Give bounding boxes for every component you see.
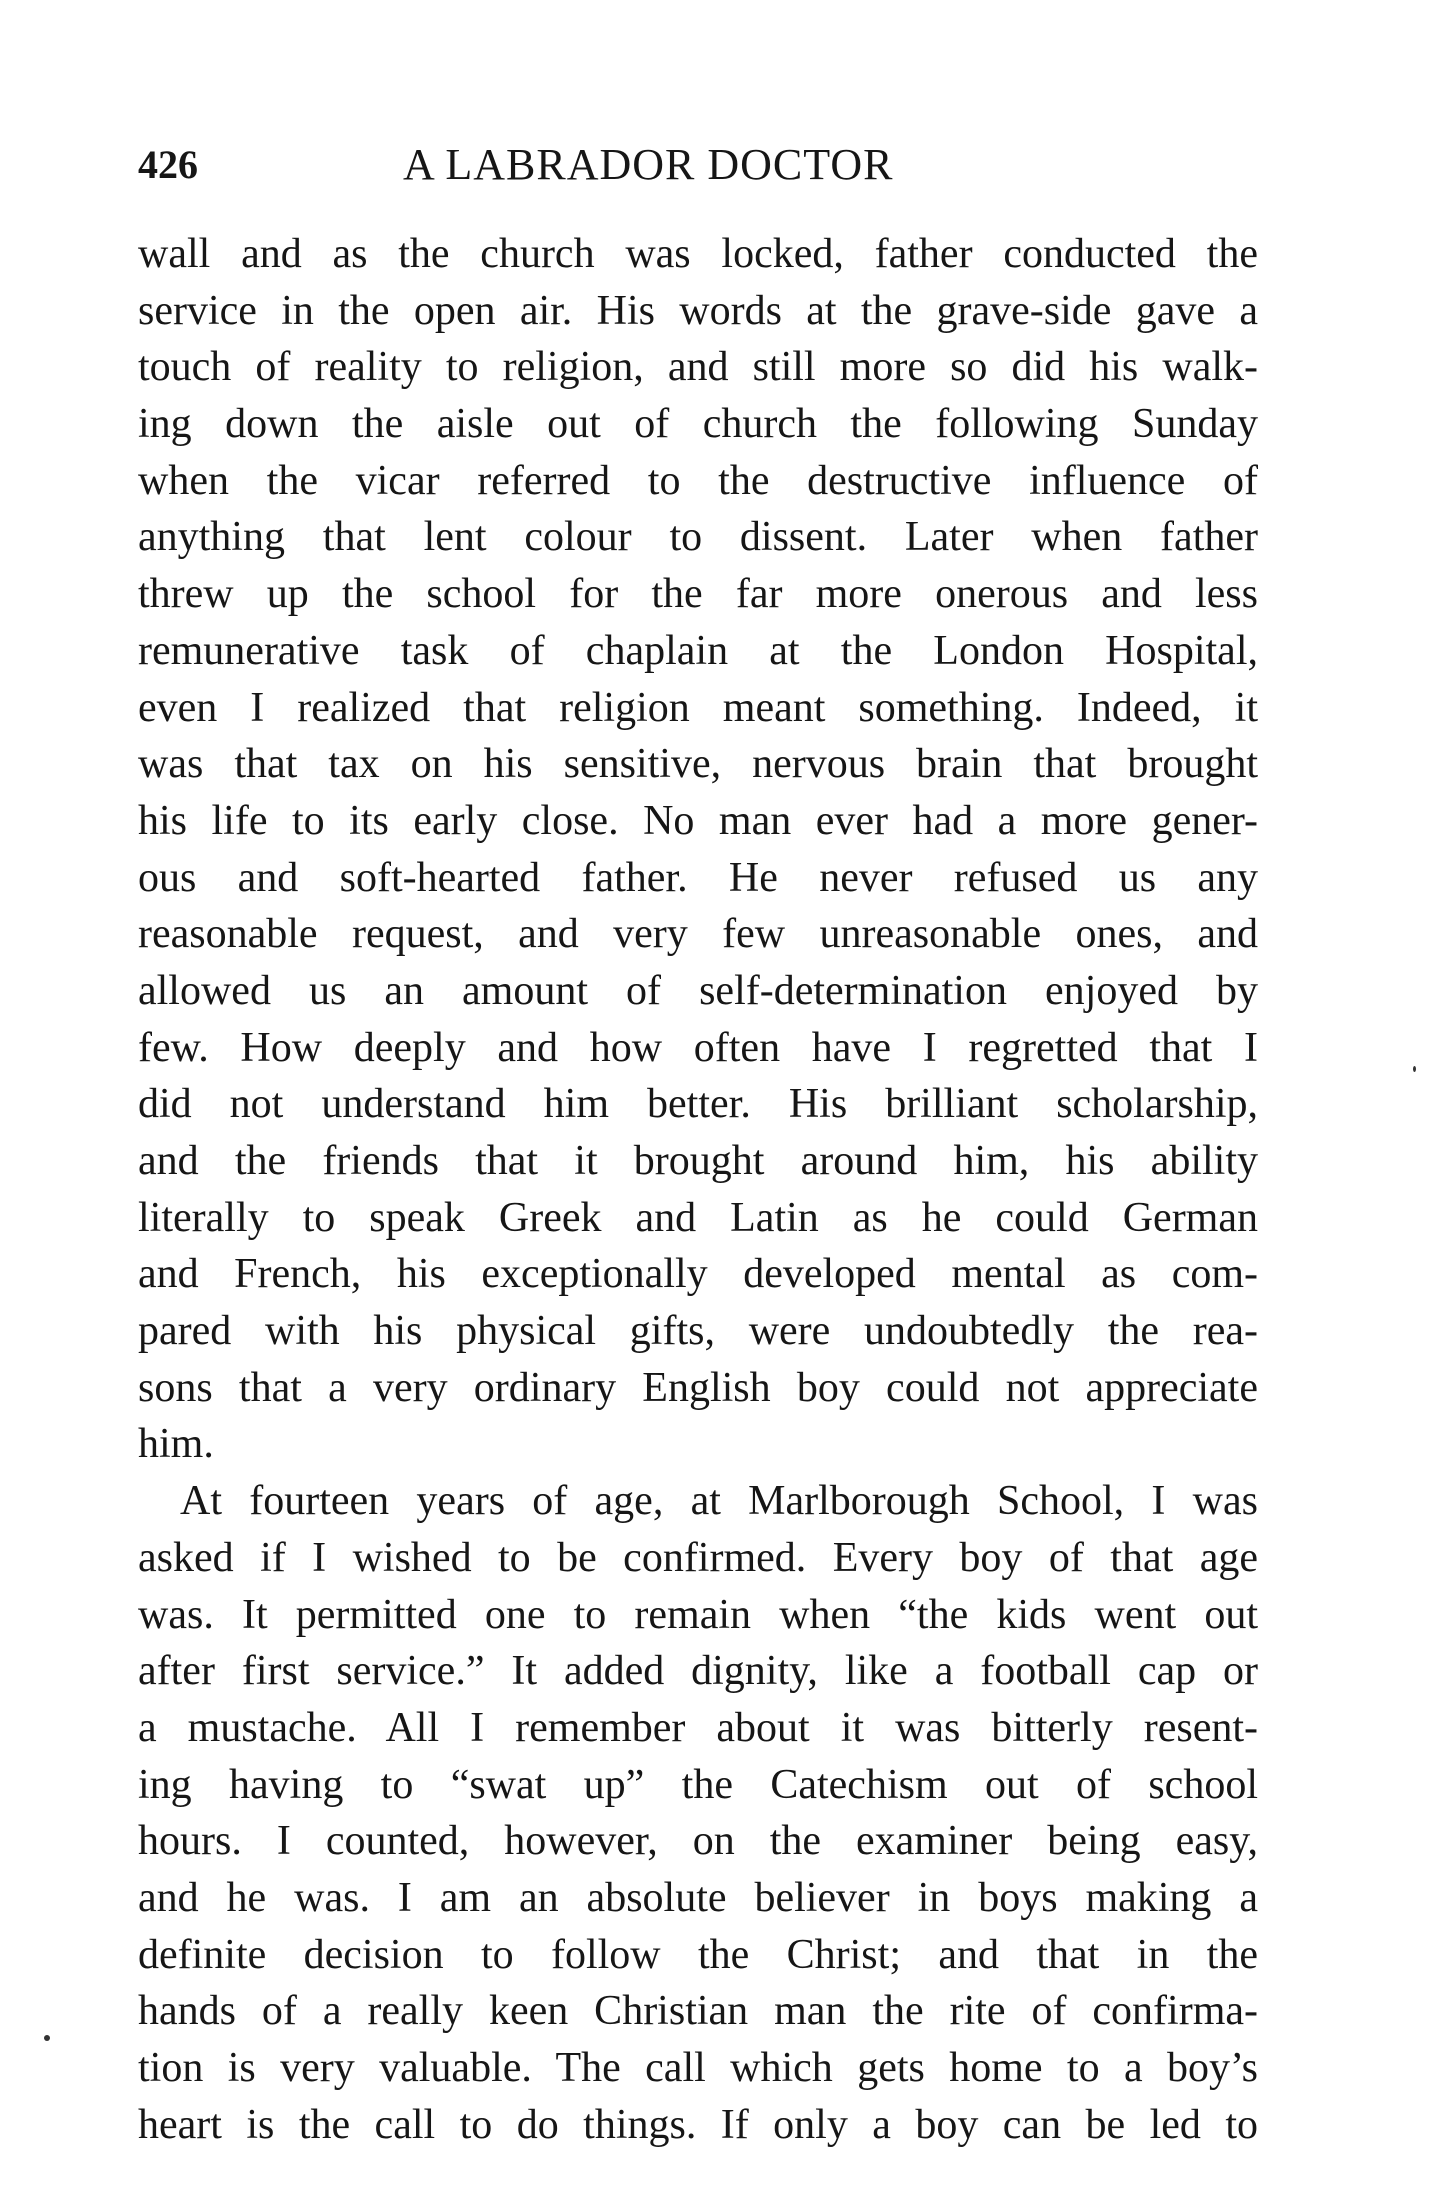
text-line: remunerative task of chaplain at the London Hospital, — [138, 627, 1258, 674]
text-line: sons that a very ordinary English boy could not appreciate — [138, 1364, 1258, 1411]
text-line: tion is very valuable. The call which gets home to a boy’s — [138, 2045, 1258, 2091]
text-line: literally to speak Greek and Latin as he could German — [138, 1194, 1258, 1241]
text-line: hands of a really keen Christian man the rite of confirma- — [138, 1988, 1258, 2035]
text-line: wall and as the church was locked, father conducted the — [138, 231, 1258, 277]
text-line: and the friends that it brought around him, his ability — [138, 1138, 1258, 1184]
text-line: hours. I counted, however, on the examiner being easy, — [138, 1818, 1258, 1865]
text-line: ous and soft-hearted father. He never refused us any — [138, 854, 1258, 901]
text-line: ing having to “swat up” the Catechism out of school — [138, 1761, 1258, 1808]
page-header — [138, 135, 1258, 195]
text-line: few. How deeply and how often have I regretted that I — [138, 1024, 1258, 1071]
text-line: was that tax on his sensitive, nervous brain that brought — [138, 741, 1258, 788]
text-line: his life to its early close. No man ever had a more gener- — [138, 797, 1258, 844]
text-line: did not understand him better. His brilliant scholarship, — [138, 1081, 1258, 1128]
text-line: when the vicar referred to the destructive influence of — [138, 457, 1258, 504]
text-line: pared with his physical gifts, were undoubtedly the rea- — [138, 1308, 1258, 1355]
text-line: service in the open air. His words at the grave-side gave a — [138, 287, 1258, 334]
text-line: even I realized that religion meant something. Indeed, it — [138, 684, 1258, 731]
text-line: a mustache. All I remember about it was bitterly resent- — [138, 1704, 1258, 1751]
text-line: touch of reality to religion, and still more so did his walk- — [138, 344, 1258, 391]
body-text — [138, 226, 1258, 2153]
text-line: allowed us an amount of self-determination enjoyed by — [138, 967, 1258, 1014]
text-line: asked if I wished to be confirmed. Every boy of that age — [138, 1534, 1258, 1581]
page-number: 426 — [138, 142, 198, 187]
text-line: was. It permitted one to remain when “the kids went out — [138, 1591, 1258, 1638]
text-line: after first service.” It added dignity, like a football cap or — [138, 1648, 1258, 1695]
scan-speck — [1413, 1066, 1416, 1072]
text-line: ing down the aisle out of church the following Sunday — [138, 401, 1258, 448]
text-line: definite decision to follow the Christ; and that in the — [138, 1931, 1258, 1978]
text-line: threw up the school for the far more onerous and less — [138, 571, 1258, 618]
paragraph-first-line: At fourteen years of age, at Marlborough School, I was — [180, 1478, 1258, 1525]
running-title: A LABRADOR DOCTOR — [403, 140, 894, 189]
text-line: heart is the call to do things. If only a boy can be led to — [138, 2101, 1258, 2148]
text-line: and French, his exceptionally developed mental as com- — [138, 1251, 1258, 1298]
scan-speck — [44, 2035, 50, 2041]
paragraph-last-line: him. — [138, 1421, 214, 1468]
text-line: anything that lent colour to dissent. Later when father — [138, 514, 1258, 561]
text-line: and he was. I am an absolute believer in boys making a — [138, 1874, 1258, 1921]
text-line: reasonable request, and very few unreasonable ones, and — [138, 911, 1258, 958]
